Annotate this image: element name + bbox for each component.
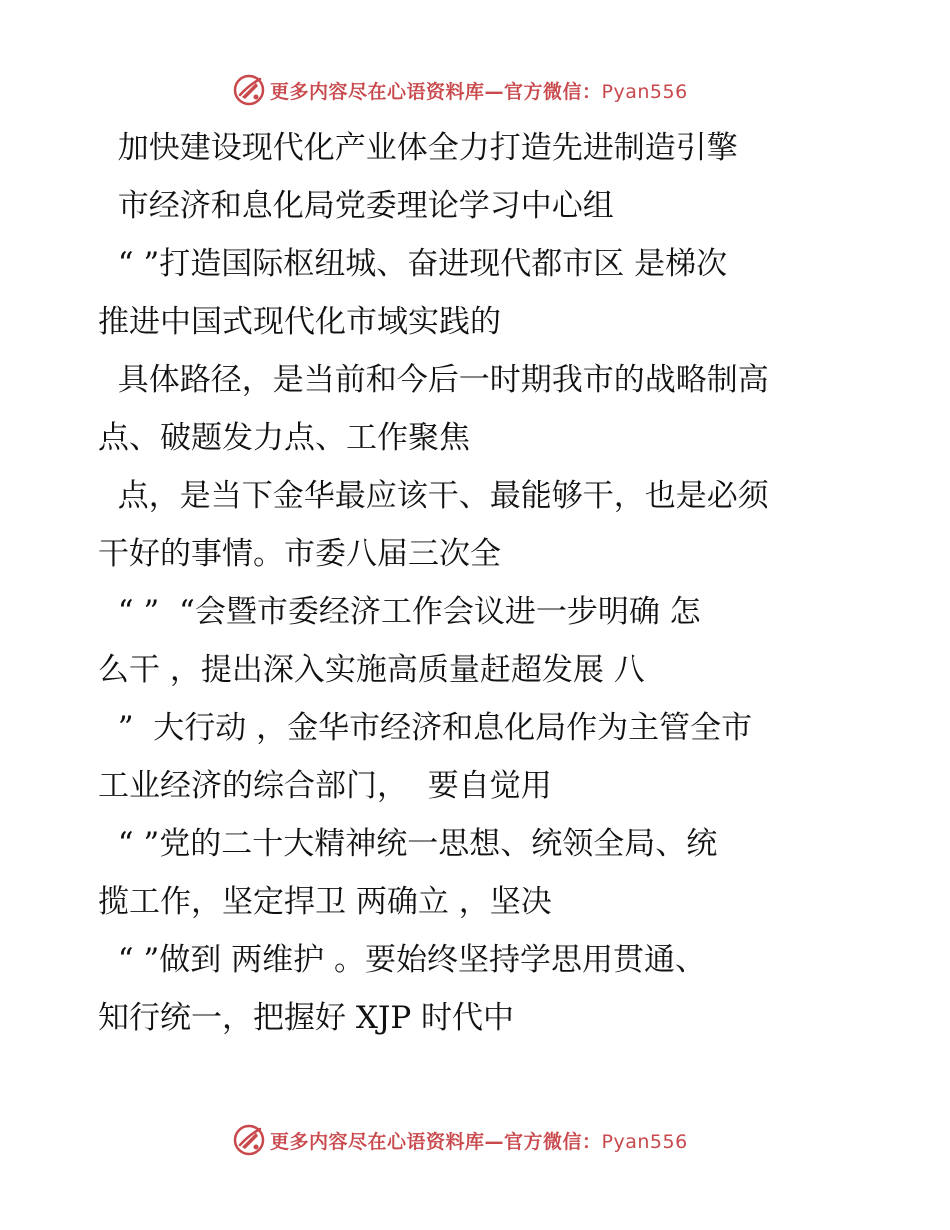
doc-line: ” 大行动 ，金华市经济和息化局作为主管全市 bbox=[98, 710, 753, 746]
doc-line: 干好的事情。市委八届三次全 bbox=[98, 536, 501, 572]
doc-line: 推进中国式现代化市域实践的 bbox=[98, 304, 501, 340]
doc-line: 知行统一，把握好 XJP 时代中 bbox=[98, 1000, 515, 1036]
header-banner-handle: Pyan556 bbox=[601, 80, 688, 103]
doc-line: 么干 ，提出深入实施高质量赶超发展 八 bbox=[98, 652, 645, 688]
doc-line: “ ”党的二十大精神统一思想、统领全局、统 bbox=[98, 826, 718, 862]
header-banner bbox=[232, 70, 688, 110]
footer-banner bbox=[232, 1120, 688, 1160]
footer-banner-text bbox=[270, 1127, 688, 1154]
footer-banner-main: 更多内容尽在心语资料库—官方微信： bbox=[270, 1130, 602, 1153]
pen-circle-logo-icon bbox=[232, 1123, 266, 1157]
pen-circle-logo-icon bbox=[232, 73, 266, 107]
footer-banner-handle: Pyan556 bbox=[601, 1130, 688, 1153]
doc-line: “ ”做到 两维护 。要始终坚持学思用贯通、 bbox=[98, 942, 706, 978]
doc-subtitle-line: 市经济和息化局党委理论学习中心组 bbox=[98, 188, 614, 224]
doc-line: 工业经济的综合部门， 要自觉用 bbox=[98, 768, 552, 804]
doc-title-line: 加快建设现代化产业体全力打造先进制造引擎 bbox=[98, 130, 738, 166]
doc-line: 点，是当下金华最应该干、最能够干，也是必须 bbox=[98, 478, 769, 514]
doc-line: 点、破题发力点、工作聚焦 bbox=[98, 420, 470, 456]
doc-line: “ ”打造国际枢纽城、奋进现代都市区 是梯次 bbox=[98, 246, 728, 282]
header-banner-text bbox=[270, 77, 688, 104]
header-banner-main: 更多内容尽在心语资料库—官方微信： bbox=[270, 80, 602, 103]
doc-line: 揽工作，坚定捍卫 两确立 ，坚决 bbox=[98, 884, 552, 920]
doc-line: 具体路径，是当前和今后一时期我市的战略制高 bbox=[98, 362, 769, 398]
doc-line: “ ” “会暨市委经济工作会议进一步明确 怎 bbox=[98, 594, 701, 630]
